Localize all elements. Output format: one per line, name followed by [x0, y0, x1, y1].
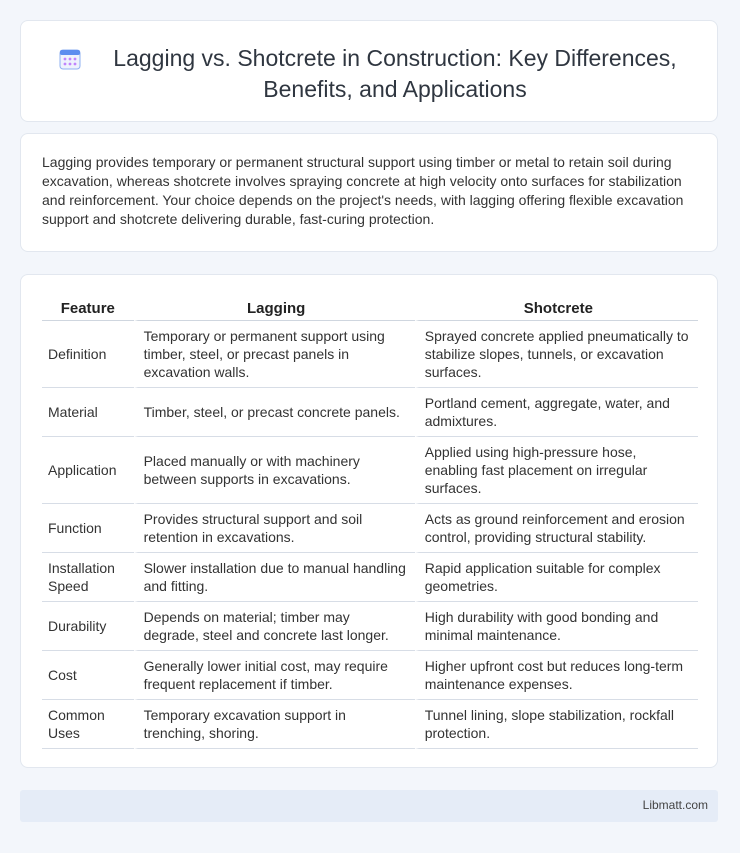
table-row [42, 321, 698, 388]
header-lagging: Lagging [134, 297, 415, 321]
feature-cell: Material [42, 388, 134, 437]
lagging-cell: Depends on material; timber may degrade, steel and concrete last longer. [134, 602, 415, 651]
feature-cell: Cost [42, 651, 134, 700]
lagging-cell: Provides structural support and soil retention in excavations. [134, 504, 415, 553]
shotcrete-cell: High durability with good bonding and minimal maintenance. [415, 602, 698, 651]
lagging-cell: Temporary or permanent support using timber, steel, or precast panels in excavation walls. [134, 321, 415, 388]
footer [20, 790, 718, 822]
shotcrete-cell: Higher upfront cost but reduces long-term maintenance expenses. [415, 651, 698, 700]
intro-card [20, 133, 718, 252]
header-feature: Feature [42, 297, 134, 321]
table-row [42, 651, 698, 700]
title-card [20, 20, 718, 122]
intro-paragraph: Lagging provides temporary or permanent structural support using timber or metal to retain soil during excavation, whereas shotcrete involves spraying concrete at high velocity onto surfaces for stabilization and reinforcement. Your choice depends on the project's needs, with lagging offering flexible excavation support and shotcrete delivering durable, fast-curing protection. [42, 154, 684, 227]
table-row [42, 700, 698, 749]
page-title: Lagging vs. Shotcrete in Construction: Key Differences, Benefits, and Applications [113, 45, 677, 102]
feature-cell: Definition [42, 321, 134, 388]
shotcrete-cell: Rapid application suitable for complex geometries. [415, 553, 698, 602]
feature-cell: Application [42, 437, 134, 504]
feature-cell: Durability [42, 602, 134, 651]
shotcrete-cell: Applied using high-pressure hose, enabling fast placement on irregular surfaces. [415, 437, 698, 504]
comparison-table [42, 297, 698, 749]
table-header-row [42, 297, 698, 321]
footer-brand: Libmatt.com [642, 798, 708, 812]
shotcrete-cell: Sprayed concrete applied pneumatically to stabilize slopes, tunnels, or excavation surfaces. [415, 321, 698, 388]
calendar-icon [59, 48, 81, 70]
lagging-cell: Placed manually or with machinery between supports in excavations. [134, 437, 415, 504]
header-shotcrete: Shotcrete [415, 297, 698, 321]
shotcrete-cell: Portland cement, aggregate, water, and admixtures. [415, 388, 698, 437]
lagging-cell: Generally lower initial cost, may require frequent replacement if timber. [134, 651, 415, 700]
table-row [42, 437, 698, 504]
lagging-cell: Temporary excavation support in trenching, shoring. [134, 700, 415, 749]
feature-cell: Installation Speed [42, 553, 134, 602]
feature-cell: Function [42, 504, 134, 553]
feature-cell: Common Uses [42, 700, 134, 749]
comparison-card [20, 274, 718, 768]
lagging-cell: Timber, steel, or precast concrete panels. [134, 388, 415, 437]
shotcrete-cell: Acts as ground reinforcement and erosion control, providing structural stability. [415, 504, 698, 553]
shotcrete-cell: Tunnel lining, slope stabilization, rockfall protection. [415, 700, 698, 749]
table-row [42, 553, 698, 602]
table-row [42, 388, 698, 437]
lagging-cell: Slower installation due to manual handling and fitting. [134, 553, 415, 602]
table-row [42, 504, 698, 553]
table-row [42, 602, 698, 651]
